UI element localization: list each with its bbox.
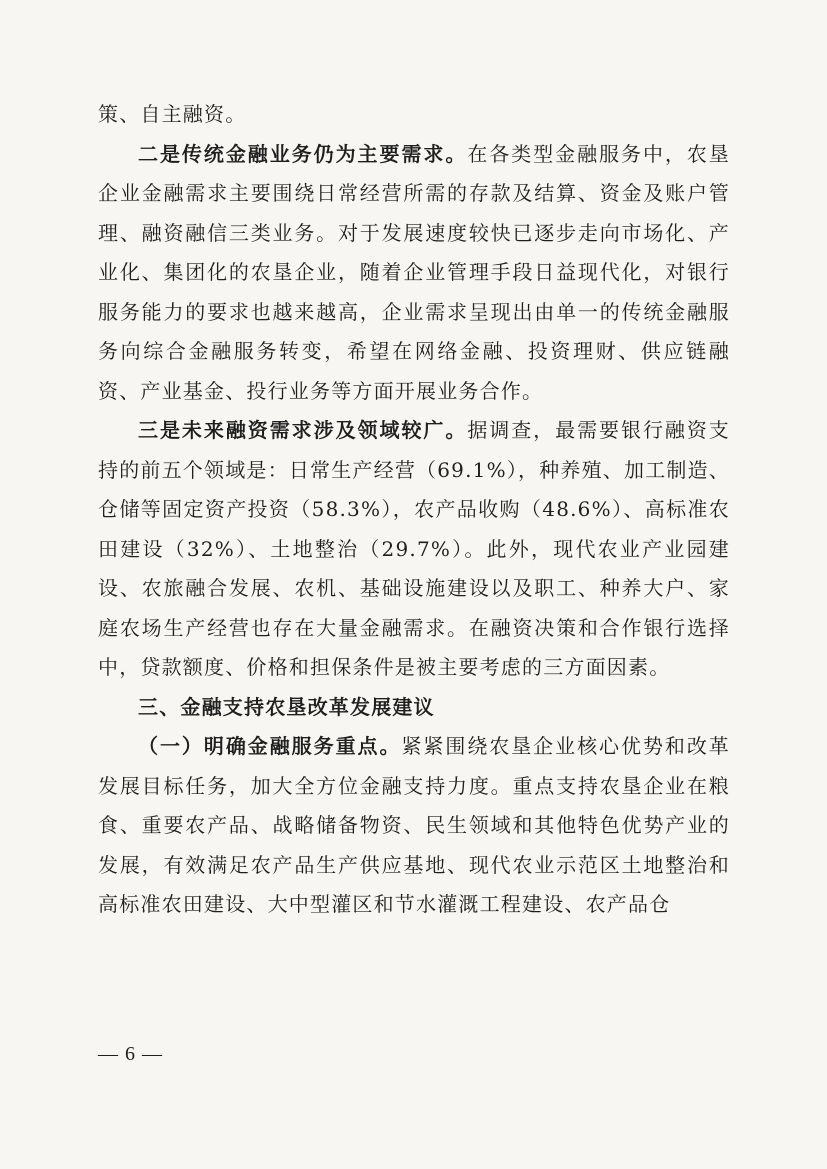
body-text	[98, 95, 730, 925]
section-heading: 三、金融支持农垦改革发展建议	[138, 694, 435, 719]
paragraph-lead: （一）明确金融服务重点。	[138, 734, 402, 758]
paragraph-continuation	[98, 95, 730, 135]
paragraph-traditional-finance	[98, 135, 730, 412]
paragraph-text: 在各类型金融服务中，农垦企业金融需求主要围绕日常经营所需的存款及结算、资金及账户管理、融资融信三类业务。对于发展速度较快已逐步走向市场化、产业化、集团化的农垦企业，随着企业管理手段日益现代化，对银行服务能力的要求也越来越高，企业需求呈现出由单一的传统金融服务向综合金融服务转变，希望在网络金融、投资理财、供应链融资、产业基金、投行业务等方面开展业务合作。	[98, 141, 731, 403]
paragraph-text: 据调查，最需要银行融资支持的前五个领域是：日常生产经营（69.1%），种养殖、加工制造、仓储等固定资产投资（58.3%），农产品收购（48.6%）、高标准农田建设（32%）、土地整治（29.7%）。此外，现代农业产业园建设、农旅融合发展、农机、基础设施建设以及职工、种养大户、家庭农场生产经营也存在大量金融需求。在融资决策和合作银行选择中，贷款额度、价格和担保条件是被主要考虑的三方面因素。	[98, 418, 731, 679]
page-number: — 6 —	[98, 1043, 163, 1065]
paragraph-lead: 二是传统金融业务仍为主要需求。	[138, 141, 468, 166]
paragraph-service-focus	[98, 727, 730, 925]
paragraph-future-financing	[98, 411, 730, 688]
paragraph-text: 策、自主融资。	[98, 102, 247, 126]
paragraph-lead: 三是未来融资需求涉及领域较广。	[138, 418, 468, 442]
paragraph-text: 紧紧围绕农垦企业核心优势和改革发展目标任务，加大全方位金融支持力度。重点支持农垦企业在粮食、重要农产品、战略储备物资、民生领域和其他特色优势产业的发展，有效满足农产品生产供应基地、现代农业示范区土地整治和高标准农田建设、大中型灌区和节水灌溉工程建设、农产品仓	[98, 734, 731, 916]
